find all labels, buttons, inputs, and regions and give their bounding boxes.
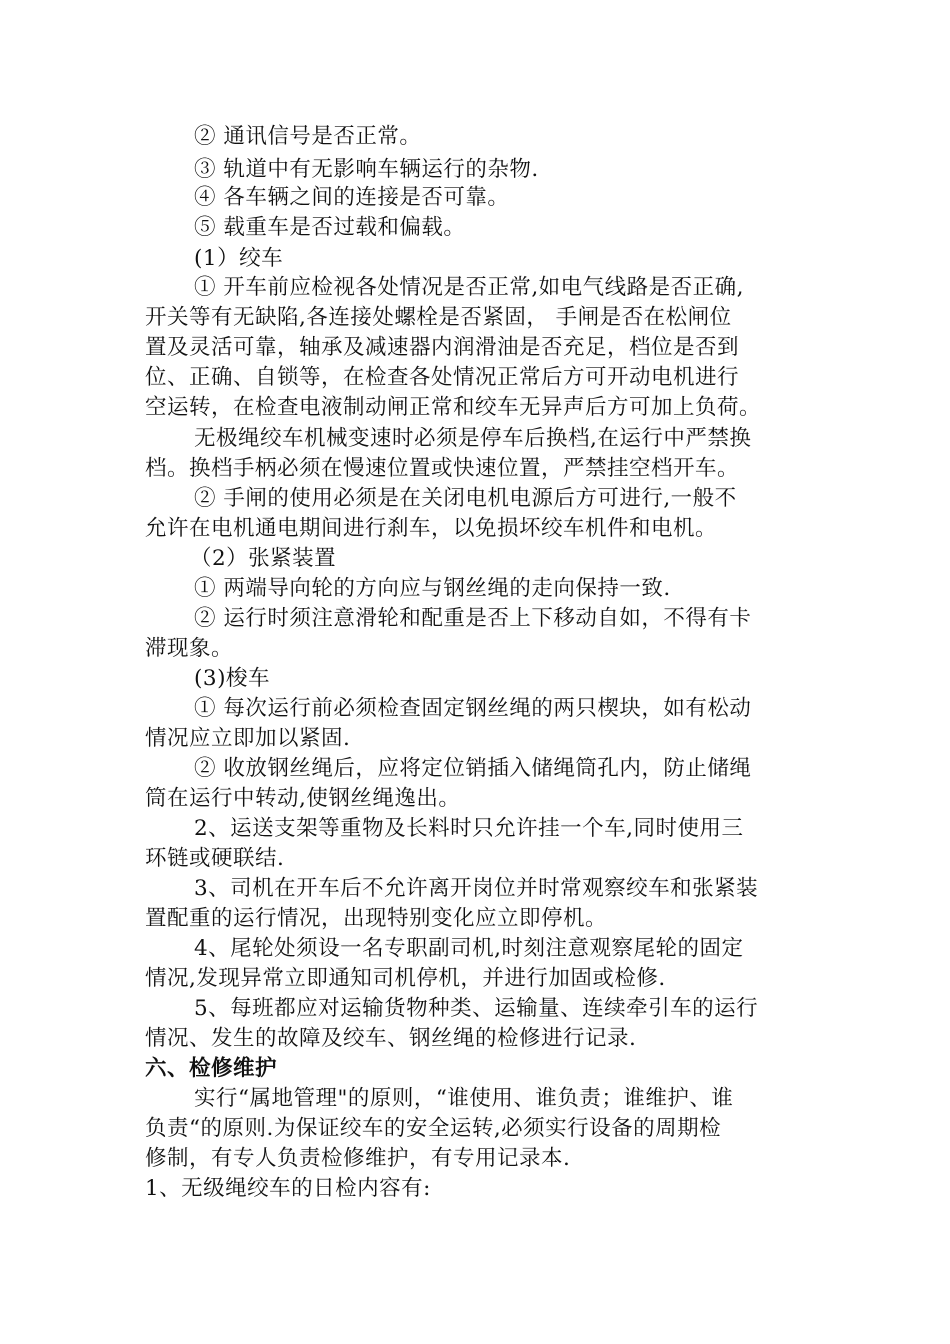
text-line: 位、正确、自锁等，在检查各处情况正常后方可开动电机进行: [145, 365, 740, 390]
text-line: 修制，有专人负责检修维护，有专用记录本.: [145, 1146, 571, 1171]
text-line: 情况、发生的故障及绞车、钢丝绳的检修进行记录.: [145, 1026, 637, 1051]
text-line: 5、每班都应对运输货物种类、运输量、连续牵引车的运行: [194, 996, 759, 1021]
text-line: 筒在运行中转动,使钢丝绳逸出。: [145, 786, 461, 811]
text-line: 情况应立即加以紧固.: [145, 726, 351, 751]
text-line: 实行“属地管理"的原则，“谁使用、谁负责；谁维护、谁: [194, 1086, 734, 1111]
text-line: 2、运送支架等重物及长料时只允许挂一个车,同时使用三: [194, 816, 744, 841]
text-line: 4、尾轮处须设一名专职副司机,时刻注意观察尾轮的固定: [194, 936, 744, 961]
text-line: 滞现象。: [145, 636, 234, 661]
text-line: 置配重的运行情况，出现特别变化应立即停机。: [145, 906, 608, 931]
text-line: 情况,发现异常立即通知司机停机，并进行加固或检修.: [145, 966, 666, 991]
text-line: 允许在电机通电期间进行刹车，以免损坏绞车机件和电机。: [145, 516, 718, 541]
text-line: ① 开车前应检视各处情况是否正常,如电气线路是否正确,: [194, 275, 745, 300]
text-line: 无极绳绞车机械变速时必须是停车后换档,在运行中严禁换: [194, 426, 752, 451]
section-heading-shuttle: (3)梭车: [194, 666, 270, 691]
text-line: ③ 轨道中有无影响车辆运行的杂物.: [194, 157, 539, 182]
text-line: 档。换档手柄必须在慢速位置或快速位置，严禁挂空档开车。: [145, 456, 740, 481]
text-line: ① 两端导向轮的方向应与钢丝绳的走向保持一致.: [194, 576, 671, 601]
text-line: ② 收放钢丝绳后，应将定位销插入储绳筒孔内，防止储绳: [194, 756, 752, 781]
text-line: ② 通讯信号是否正常。: [194, 124, 422, 149]
text-line: 1、无级绳绞车的日检内容有:: [145, 1176, 431, 1201]
text-line: ② 运行时须注意滑轮和配重是否上下移动自如，不得有卡: [194, 606, 752, 631]
section-heading-maintenance: 六、检修维护: [145, 1056, 278, 1081]
text-line: ② 手闸的使用必须是在关闭电机电源后方可进行,一般不: [194, 486, 737, 511]
text-line: 置及灵活可靠，轴承及减速器内润滑油是否充足，档位是否到: [145, 335, 740, 360]
text-line: ⑤ 载重车是否过载和偏载。: [194, 215, 466, 240]
text-line: 空运转，在检查电液制动闸正常和绞车无异声后方可加上负荷。: [145, 395, 762, 420]
text-line: 3、司机在开车后不允许离开岗位并时常观察绞车和张紧装: [194, 876, 759, 901]
section-heading-tensioner: （2）张紧装置: [190, 546, 337, 571]
text-line: 环链或硬联结.: [145, 846, 285, 871]
text-line: 开关等有无缺陷,各连接处螺栓是否紧固， 手闸是否在松闸位: [145, 305, 732, 330]
text-line: 负责“的原则.为保证绞车的安全运转,必须实行设备的周期检: [145, 1116, 722, 1141]
text-line: ④ 各车辆之间的连接是否可靠。: [194, 185, 510, 210]
section-heading-winch: (1）绞车: [194, 246, 284, 271]
text-line: ① 每次运行前必须检查固定钢丝绳的两只楔块，如有松动: [194, 696, 752, 721]
